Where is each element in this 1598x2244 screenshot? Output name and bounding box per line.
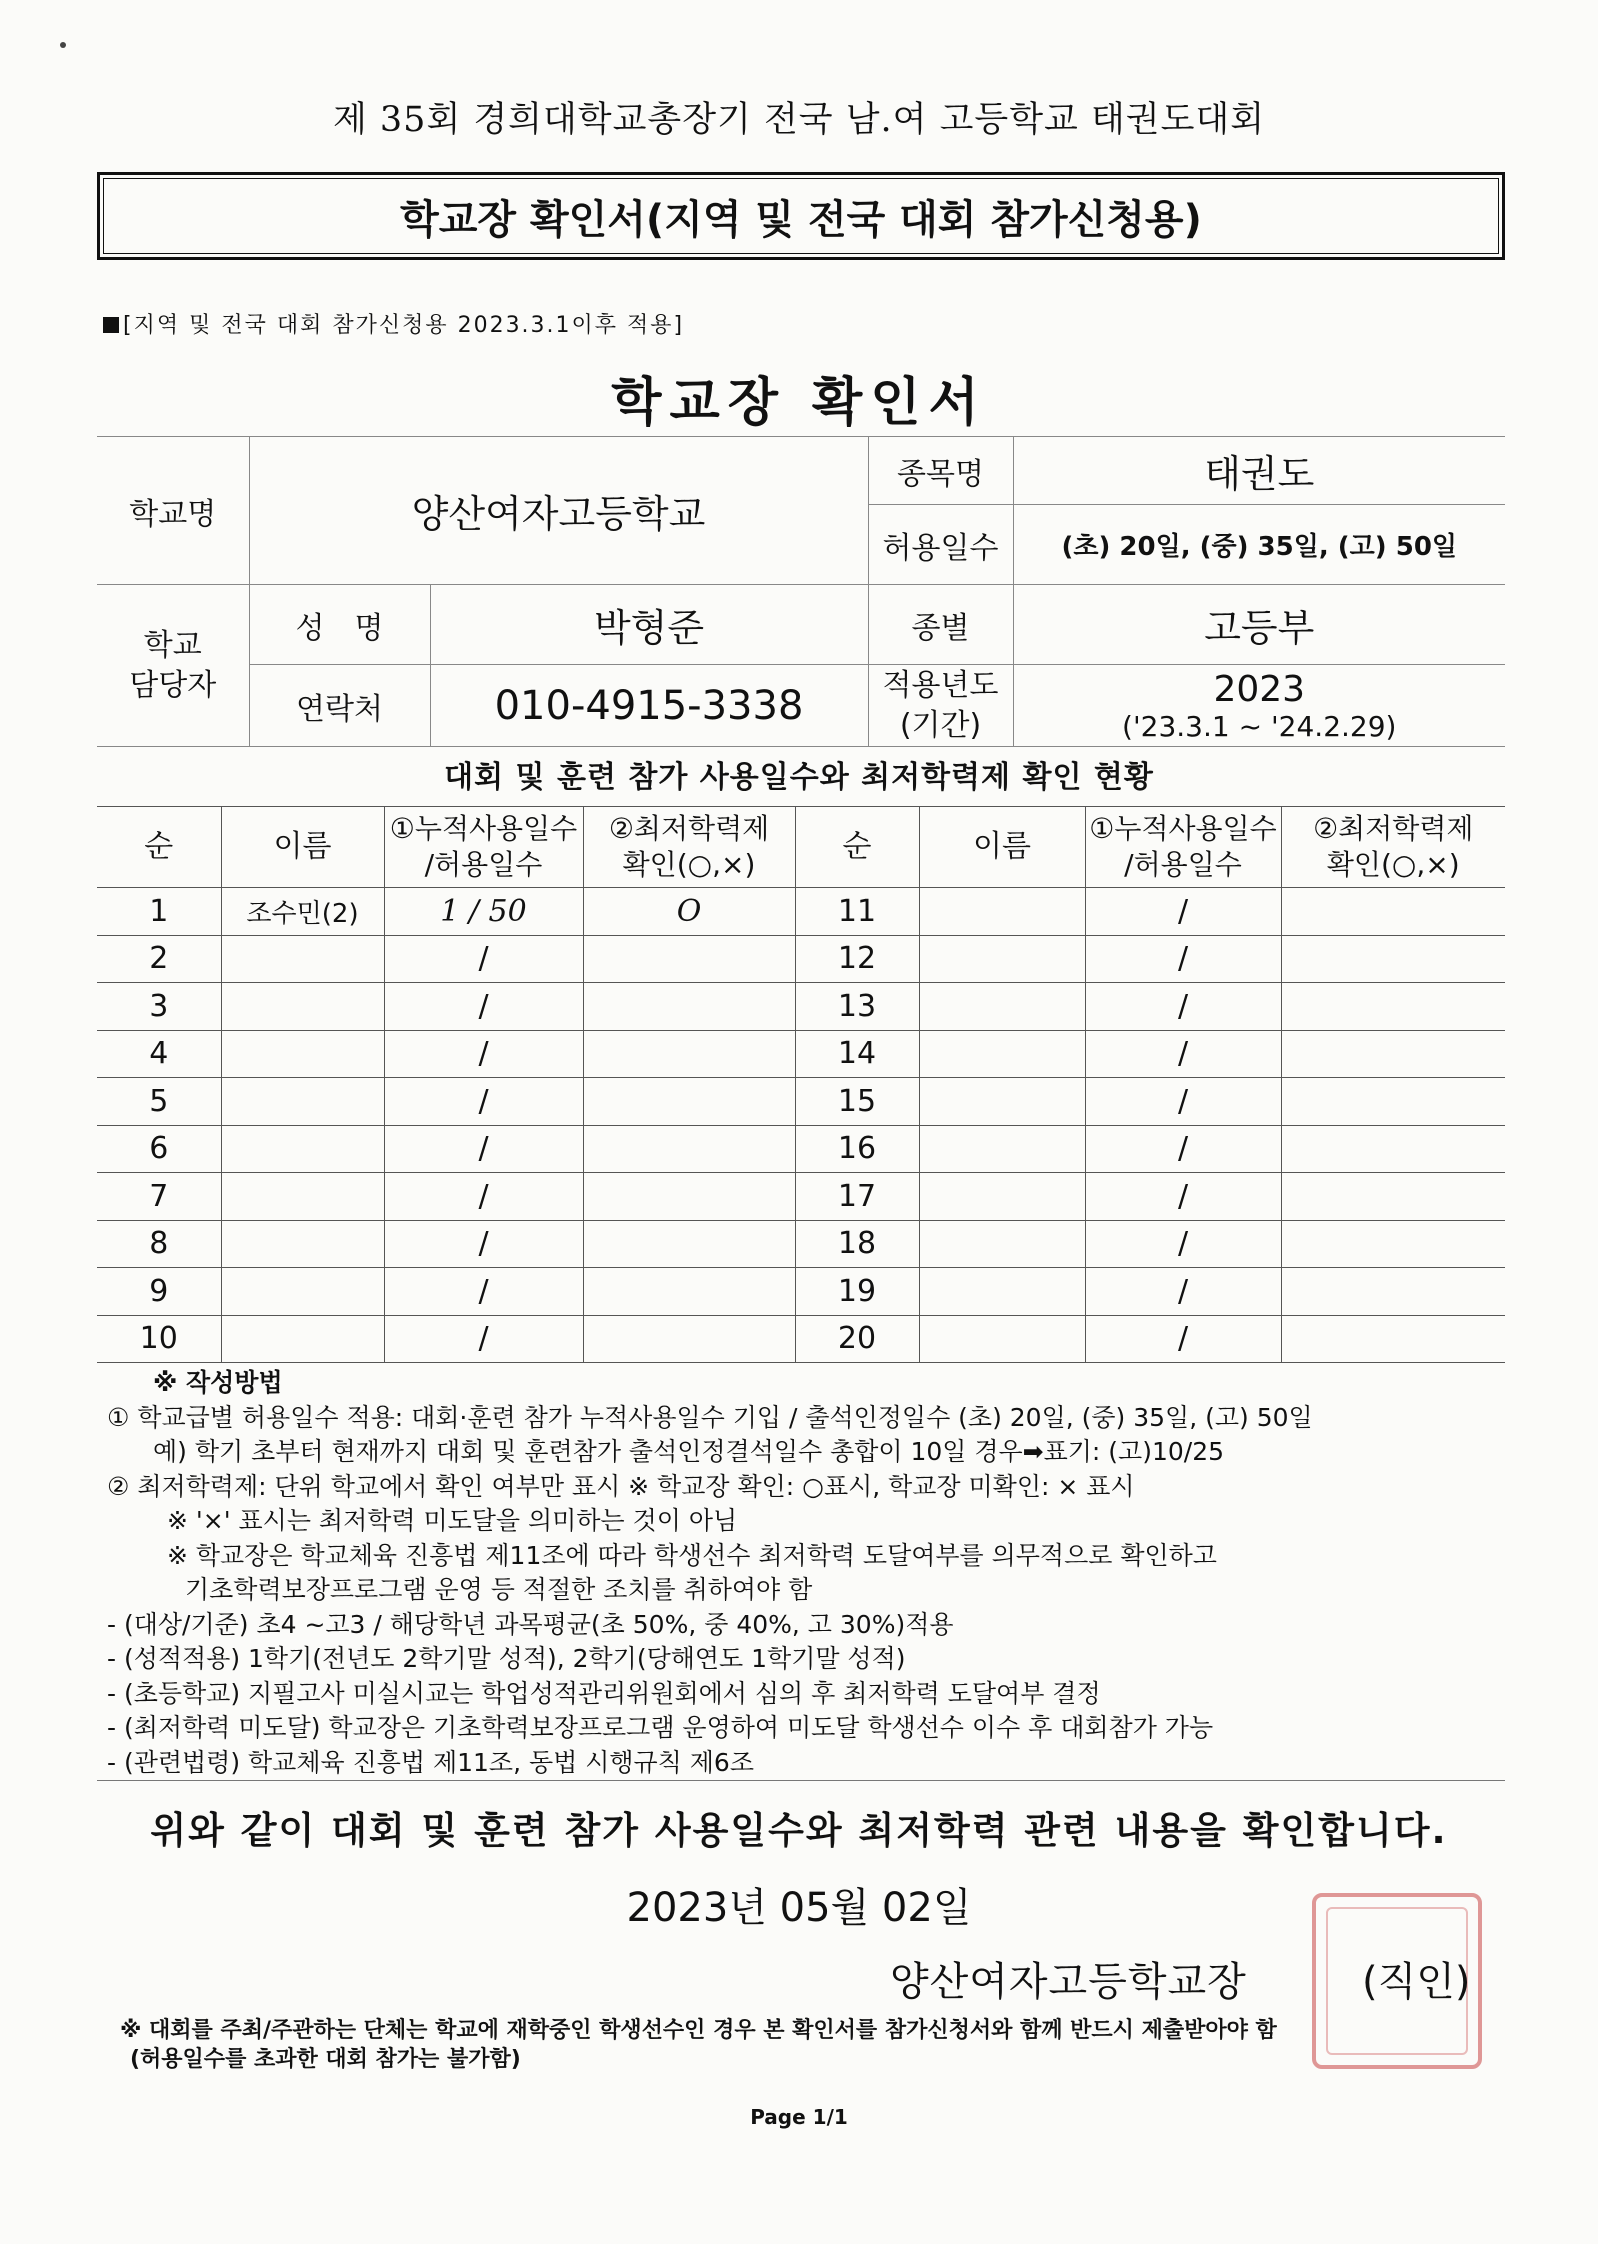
row-check: [1281, 1078, 1505, 1126]
form-title-box: 학교장 확인서(지역 및 전국 대회 참가신청용): [97, 172, 1505, 260]
table-row: [97, 1268, 1505, 1316]
row-check: [583, 1078, 795, 1126]
col-check-right-line2: 확인(○,×): [1326, 848, 1460, 881]
row-name: [919, 1030, 1085, 1078]
manager-name-value: 박형준: [430, 585, 868, 665]
applicability-note: [103, 308, 684, 339]
instruction-line-11: - (관련법령) 학교체육 진흥법 제11조, 동법 시행규칙 제6조: [107, 1747, 754, 1777]
contact-label: 연락처: [249, 665, 430, 747]
row-check: [1281, 1268, 1505, 1316]
row-no: 2: [97, 935, 221, 983]
row-name: [919, 1268, 1085, 1316]
instruction-line-8: - (성적적용) 1학기(전년도 2학기말 성적), 2학기(당해연도 1학기말 성적): [107, 1644, 906, 1673]
status-section-title: 대회 및 훈련 참가 사용일수와 최저학력제 확인 현황: [444, 760, 1154, 795]
row-no: 1: [97, 888, 221, 936]
col-check-right: [1281, 807, 1505, 888]
row-name: [221, 1315, 384, 1363]
row-name: 조수민(2): [221, 888, 384, 936]
row-check: [1281, 1125, 1505, 1173]
table-row: [97, 983, 1505, 1031]
applicability-note-text: [지역 및 전국 대회 참가신청용 2023.3.1이후 적용]: [123, 313, 685, 338]
row-no: 10: [97, 1315, 221, 1363]
row-no: 6: [97, 1125, 221, 1173]
row-days: /: [384, 1173, 583, 1221]
row-name: [919, 983, 1085, 1031]
row-check: [583, 1315, 795, 1363]
instruction-line-1: ① 학교급별 허용일수 적용: 대회·훈련 참가 누적사용일수 기입 / 출석인정일수 (초) 20일, (중) 35일, (고) 50일: [107, 1402, 1313, 1432]
row-days: /: [1085, 983, 1281, 1031]
row-check: [1281, 888, 1505, 936]
principal-title: 양산여자고등학교장: [890, 1959, 1247, 2005]
year-label: [868, 665, 1013, 747]
table-row: [97, 1125, 1505, 1173]
row-name: [221, 1268, 384, 1316]
row-name: [919, 1220, 1085, 1268]
event-value: 태권도: [1013, 437, 1505, 505]
contest-title: 제 35회 경희대학교총장기 전국 남.여 고등학교 태권도대회: [332, 100, 1266, 140]
col-days-right: [1085, 807, 1281, 888]
row-check: [583, 1268, 795, 1316]
row-check: [583, 1173, 795, 1221]
contact-value: 010-4915-3338: [430, 665, 868, 747]
row-name: [919, 1078, 1085, 1126]
row-days: /: [1085, 935, 1281, 983]
row-days: /: [384, 935, 583, 983]
col-days-right-line1: ①누적사용일수: [1089, 812, 1277, 845]
table-row: [97, 1173, 1505, 1221]
manager-label-line1: 학교: [143, 627, 202, 663]
row-check: [583, 1125, 795, 1173]
row-days: /: [1085, 1078, 1281, 1126]
row-name: [221, 1078, 384, 1126]
row-check: O: [583, 888, 795, 936]
row-days: /: [384, 983, 583, 1031]
table-row: [97, 1315, 1505, 1363]
row-name: [221, 1030, 384, 1078]
row-no: 15: [795, 1078, 919, 1126]
col-no-left: 순: [97, 807, 221, 888]
manager-name-label: 성 명: [249, 585, 430, 665]
row-no: 14: [795, 1030, 919, 1078]
manager-label: [97, 585, 249, 747]
row-days: 1 / 50: [384, 888, 583, 936]
row-days: /: [1085, 1315, 1281, 1363]
row-name: [221, 1125, 384, 1173]
row-check: [1281, 1173, 1505, 1221]
seal-label: (직인): [1362, 1959, 1471, 2005]
year-label-line1: 적용년도: [882, 667, 999, 703]
row-name: [221, 1220, 384, 1268]
col-check-left-line2: 확인(○,×): [622, 848, 756, 881]
row-days: /: [1085, 1173, 1281, 1221]
participant-table: [97, 806, 1505, 1363]
row-check: [583, 1030, 795, 1078]
instruction-line-9: - (초등학교) 지필고사 미실시교는 학업성적관리위원회에서 심의 후 최저학력 도달여부 결정: [107, 1678, 1101, 1708]
row-no: 12: [795, 935, 919, 983]
row-no: 3: [97, 983, 221, 1031]
period-value: ('23.3.1 ~ '24.2.29): [1122, 709, 1397, 743]
row-days: /: [1085, 1220, 1281, 1268]
row-days: /: [384, 1268, 583, 1316]
page-number: Page 1/1: [750, 2105, 848, 2129]
row-name: [919, 1125, 1085, 1173]
row-days: /: [384, 1078, 583, 1126]
year-cell: [1013, 665, 1505, 747]
col-check-right-line1: ②최저학력제: [1313, 812, 1474, 845]
table-row: [97, 888, 1505, 936]
row-no: 19: [795, 1268, 919, 1316]
table-row: [97, 1078, 1505, 1126]
allowed-days-value: (초) 20일, (중) 35일, (고) 50일: [1013, 505, 1505, 585]
col-days-left-line1: ①누적사용일수: [389, 812, 578, 845]
row-check: [583, 935, 795, 983]
table-row: [97, 1030, 1505, 1078]
row-days: /: [384, 1030, 583, 1078]
allowed-days-label: 허용일수: [868, 505, 1013, 585]
row-check: [583, 1220, 795, 1268]
table-row: [97, 1220, 1505, 1268]
row-days: /: [1085, 1125, 1281, 1173]
school-name-value: 양산여자고등학교: [249, 437, 868, 585]
year-value: 2023: [1213, 668, 1306, 710]
row-no: 17: [795, 1173, 919, 1221]
row-name: [919, 1315, 1085, 1363]
row-no: 5: [97, 1078, 221, 1126]
row-no: 18: [795, 1220, 919, 1268]
instruction-line-6: 기초학력보장프로그램 운영 등 적절한 조치를 취하여야 함: [185, 1575, 813, 1604]
year-label-line2: (기간): [899, 707, 982, 743]
instruction-line-5: ※ 학교장은 학교체육 진흥법 제11조에 따라 학생선수 최저학력 도달여부를 의무적으로 확인하고: [167, 1540, 1217, 1570]
row-no: 9: [97, 1268, 221, 1316]
col-name-right: 이름: [919, 807, 1085, 888]
row-no: 13: [795, 983, 919, 1031]
footnote: [120, 2016, 1277, 2074]
participant-table-header: [97, 807, 1505, 888]
document-title: 학교장 확인서: [611, 373, 987, 433]
school-info-table: [97, 436, 1505, 747]
row-no: 4: [97, 1030, 221, 1078]
event-label: 종목명: [868, 437, 1013, 505]
row-check: [1281, 1315, 1505, 1363]
instruction-line-4: ※ '×' 표시는 최저학력 미도달을 의미하는 것이 아님: [167, 1506, 738, 1535]
row-name: [919, 888, 1085, 936]
row-no: 7: [97, 1173, 221, 1221]
row-days: /: [384, 1315, 583, 1363]
school-name-label: 학교명: [97, 437, 249, 585]
col-name-left: 이름: [221, 807, 384, 888]
footnote-line-2: (허용일수를 초과한 대회 참가는 불가함): [130, 2047, 521, 2072]
category-label: 종별: [868, 585, 1013, 665]
confirmation-statement: 위와 같이 대회 및 훈련 참가 사용일수와 최저학력 관련 내용을 확인합니다.: [150, 1809, 1448, 1852]
row-check: [1281, 935, 1505, 983]
col-check-left-line1: ②최저학력제: [608, 812, 770, 845]
row-days: /: [1085, 1268, 1281, 1316]
row-check: [583, 983, 795, 1031]
row-check: [1281, 1030, 1505, 1078]
row-no: 16: [795, 1125, 919, 1173]
row-no: 20: [795, 1315, 919, 1363]
divider: [97, 1780, 1505, 1781]
scan-speck: [60, 42, 66, 48]
row-no: 8: [97, 1220, 221, 1268]
row-name: [221, 983, 384, 1031]
instruction-line-3: ② 최저학력제: 단위 학교에서 확인 여부만 표시 ※ 학교장 확인: ○표시, 학교장 미확인: × 표시: [107, 1471, 1135, 1501]
category-value: 고등부: [1013, 585, 1505, 665]
instruction-line-7: - (대상/기준) 초4 ~고3 / 해당학년 과목평균(초 50%, 중 40%, 고 30%)적용: [107, 1609, 954, 1639]
row-days: /: [1085, 1030, 1281, 1078]
instruction-line-2: 예) 학기 초부터 현재까지 대회 및 훈련참가 출석인정결석일수 총합이 10일 경우➡표기: (고)10/25: [153, 1437, 1225, 1466]
col-check-left: [583, 807, 795, 888]
footnote-line-1: ※ 대회를 주최/주관하는 단체는 학교에 재학중인 학생선수인 경우 본 확인서를 참가신청서와 함께 반드시 제출받아야 함: [120, 2018, 1277, 2043]
row-days: /: [384, 1220, 583, 1268]
row-name: [919, 1173, 1085, 1221]
instruction-line-10: - (최저학력 미도달) 학교장은 기초학력보장프로그램 운영하여 미도달 학생선수 이수 후 대회참가 가능: [107, 1713, 1214, 1742]
instructions-heading: ※ 작성방법: [153, 1368, 283, 1397]
row-name: [919, 935, 1085, 983]
row-name: [221, 1173, 384, 1221]
issue-date: 2023년 05월 02일: [626, 1885, 972, 1931]
manager-label-line2: 담당자: [129, 667, 217, 703]
square-bullet-icon: [103, 317, 119, 333]
col-days-left-line2: /허용일수: [424, 848, 543, 881]
row-days: /: [384, 1125, 583, 1173]
table-row: [97, 935, 1505, 983]
instructions: [107, 1366, 1507, 1780]
col-days-right-line2: /허용일수: [1124, 848, 1242, 881]
row-check: [1281, 1220, 1505, 1268]
col-days-left: [384, 807, 583, 888]
row-name: [221, 935, 384, 983]
row-no: 11: [795, 888, 919, 936]
row-days: /: [1085, 888, 1281, 936]
col-no-right: 순: [795, 807, 919, 888]
row-check: [1281, 983, 1505, 1031]
